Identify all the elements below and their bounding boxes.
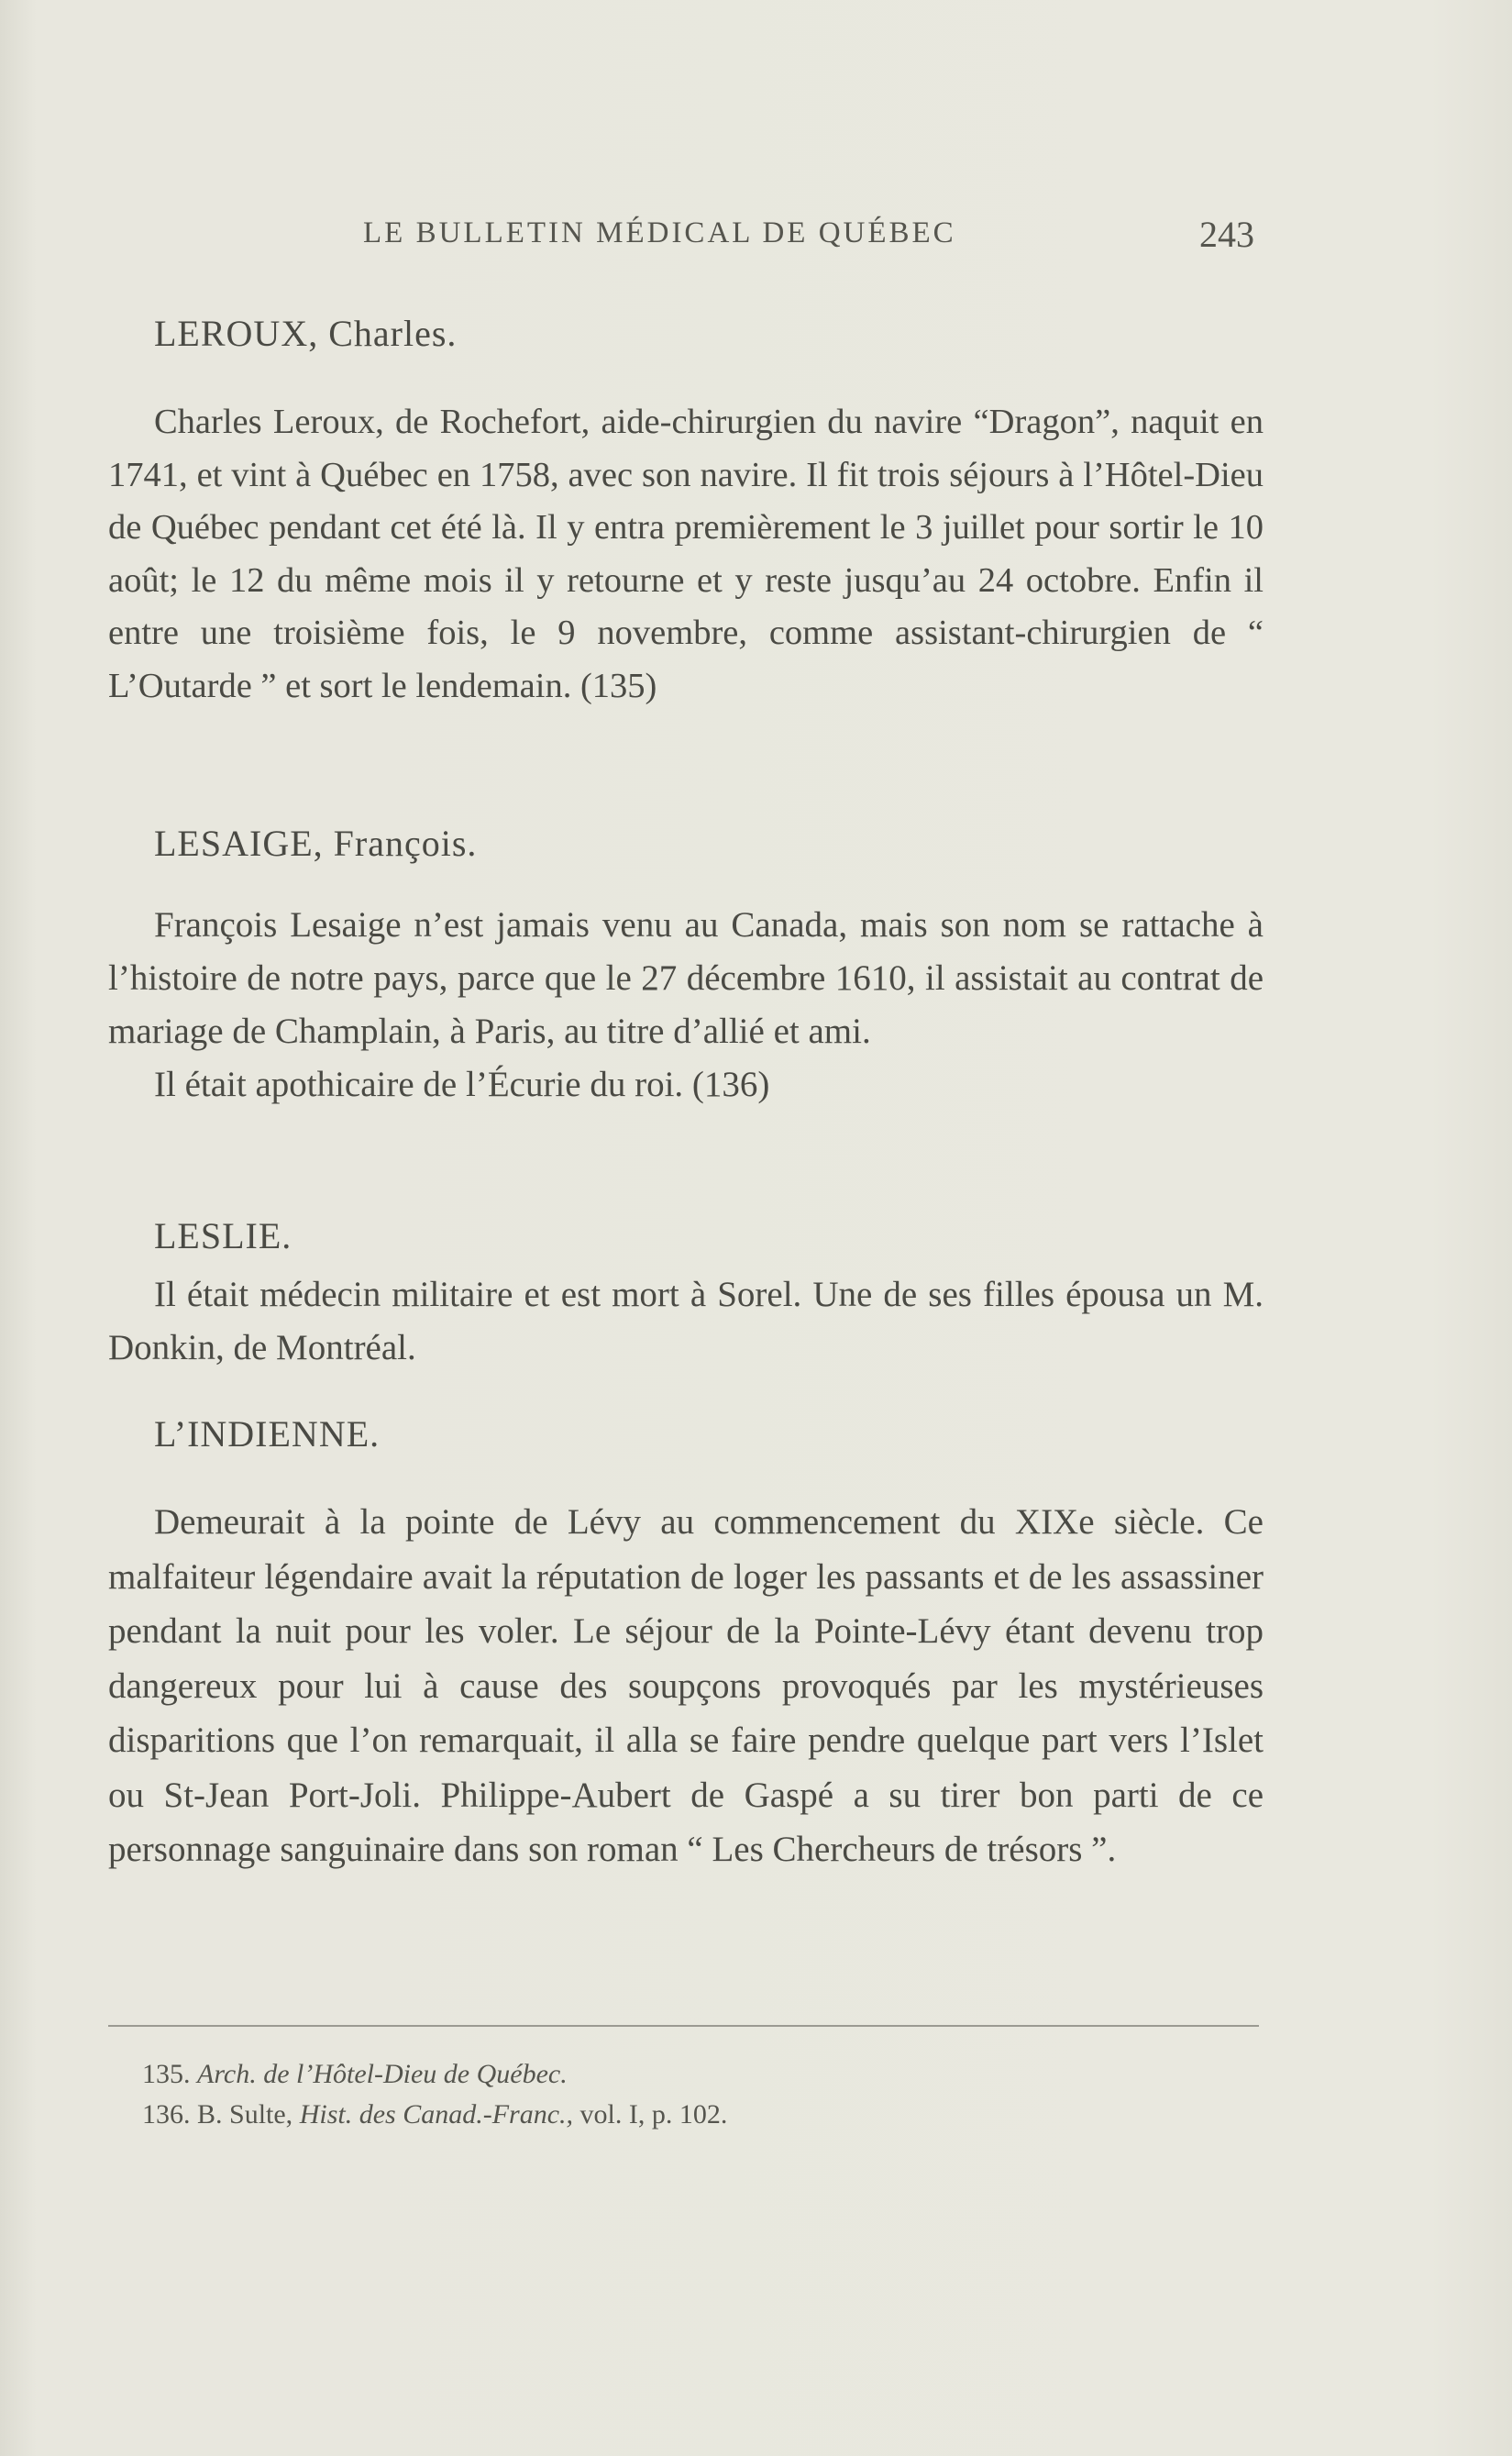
entry-heading: LEROUX, Charles.	[154, 313, 458, 354]
entry-body	[108, 1495, 1264, 1877]
entry-heading: LESAIGE, François.	[154, 823, 478, 864]
entry-heading: LESLIE.	[154, 1215, 292, 1256]
paragraph: Il était apothicaire de l’Écurie du roi. (136)	[154, 1065, 770, 1104]
paragraph: Charles Leroux, de Rochefort, aide-chirurgien du navire “Dragon”, naquit en 1741, et vint à Québec en 1758, avec son navire. Il fit trois séjours à l’Hôtel-Dieu de Québec pendant cet été là. Il y entra premièrement le 3 juillet pour sortir le 10 août; le 12 du même mois il y retourne et y reste jusqu’au 24 octobre. Enfin il entre une troisième fois, le 9 novembre, comme assistant-chirurgien de “ L’Outarde ” et sort le lendemain. (135)	[108, 403, 1264, 705]
footnote-rule	[108, 2025, 1259, 2027]
footnote-number: 135.	[142, 2059, 191, 2089]
footnote-reference: vol. I, p. 102.	[579, 2099, 728, 2130]
footnote-source: Hist. des Canad.-Franc.,	[299, 2099, 574, 2130]
entry-body	[108, 1268, 1264, 1375]
footnote	[142, 2054, 727, 2095]
footnote	[142, 2095, 727, 2135]
paragraph: Demeurait à la pointe de Lévy au commencement du XIXe siècle. Ce malfaiteur légendaire avait la réputation de loger les passants et de les assassiner pendant la nuit pour les voler. Le séjour de la Pointe-Lévy étant devenu trop dangereux pour lui à cause des soupçons provoqués par les mystérieuses disparitions que l’on remarquait, il alla se faire pendre quelque part vers l’Islet ou St-Jean Port-Joli. Philippe-Aubert de Gaspé a su tirer bon parti de ce personnage sanguinaire dans son roman “ Les Chercheurs de trésors ”.	[108, 1502, 1264, 1869]
footnote-number: 136.	[142, 2099, 191, 2130]
running-head: LE BULLETIN MÉDICAL DE QUÉBEC	[363, 216, 956, 249]
page-number: 243	[1199, 214, 1254, 255]
entry-heading: L’INDIENNE.	[154, 1413, 381, 1455]
paragraph: Il était médecin militaire et est mort à Sorel. Une de ses filles épousa un M. Donkin, de Montréal.	[108, 1275, 1264, 1367]
footnotes	[142, 2054, 727, 2135]
footnote-source: Arch. de l’Hôtel-Dieu de Québec.	[197, 2059, 568, 2089]
entry-body	[108, 396, 1264, 713]
footnote-author: B. Sulte,	[197, 2099, 293, 2130]
entry-body	[108, 899, 1264, 1112]
paragraph: François Lesaige n’est jamais venu au Canada, mais son nom se rattache à l’histoire de notre pays, parce que le 27 décembre 1610, il assistait au contrat de mariage de Champlain, à Paris, au titre d’allié et ami.	[108, 905, 1264, 1051]
